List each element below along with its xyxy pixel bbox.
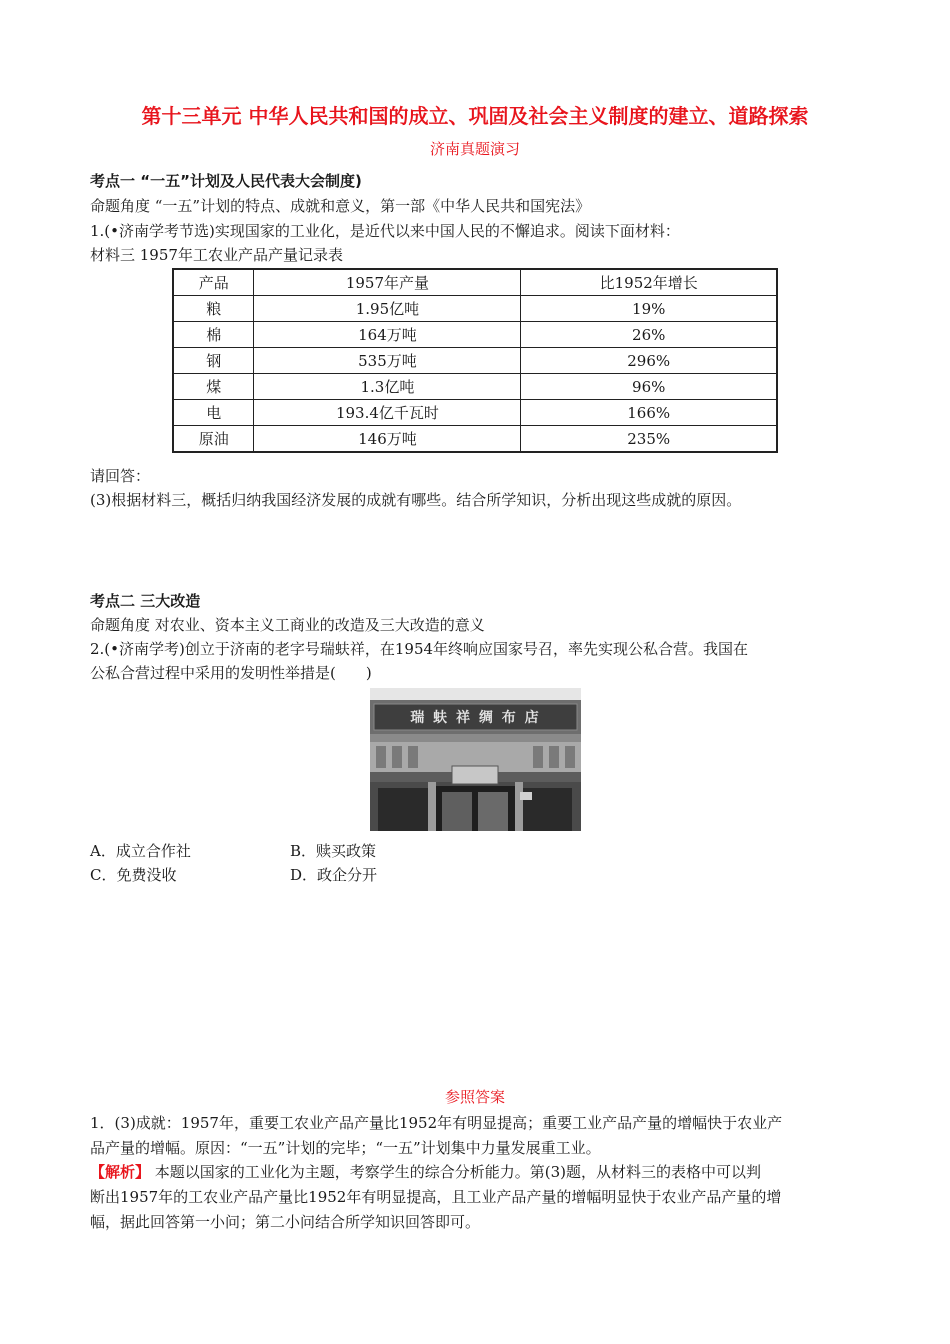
table-row: [173, 296, 777, 322]
answers-heading: 参照答案: [444, 1088, 505, 1106]
option-d: D．政企分开: [290, 866, 378, 884]
table-header: 1957年产量: [254, 269, 521, 296]
table-row: [173, 322, 777, 348]
table-cell: 166%: [521, 400, 777, 426]
answer1-line1: 1．(3)成就：1957年，重要工农业产品产量比1952年有明显提高；重要工业产品产量的增幅快于农业产: [90, 1114, 783, 1132]
analysis-line3: 幅，据此回答第一小问；第二小问结合所学知识回答即可。: [90, 1213, 481, 1231]
table-cell: 193.4亿千瓦时: [254, 400, 521, 426]
table-row: [173, 400, 777, 426]
table-cell: 146万吨: [254, 426, 521, 453]
section1-angle: 命题角度 “一五”计划的特点、成就和意义，第一部《中华人民共和国宪法》: [90, 197, 591, 215]
analysis-line1: [90, 1161, 761, 1182]
table-cell: 26%: [521, 322, 777, 348]
analysis-text: 本题以国家的工业化为主题，考察学生的综合分析能力。第(3)题，从材料三的表格中可以判: [150, 1163, 762, 1181]
analysis-label: 【解析】: [90, 1163, 151, 1181]
material-caption: 材料三 1957年工农业产品产量记录表: [90, 246, 343, 264]
table-header-row: [173, 269, 777, 296]
table-row: [173, 426, 777, 453]
table-cell: 1.3亿吨: [254, 374, 521, 400]
table-cell: 235%: [521, 426, 777, 453]
answer-prompt: 请回答：: [90, 467, 151, 485]
table-cell: 535万吨: [254, 348, 521, 374]
question1-stem: 1.(•济南学考节选)实现国家的工业化，是近代以来中国人民的不懈追求。阅读下面材料：: [90, 222, 680, 240]
section2-angle: 命题角度 对农业、资本主义工商业的改造及三大改造的意义: [90, 616, 485, 634]
page-title: 第十三单元 中华人民共和国的成立、巩固及社会主义制度的建立、道路探索: [141, 104, 809, 128]
section2-heading: 考点二 三大改造: [90, 592, 201, 610]
section1-heading: 考点一 “一五”计划及人民代表大会制度): [90, 172, 362, 190]
production-table: [172, 268, 778, 453]
answer1-line2: 品产量的增幅。原因：“一五”计划的完毕；“一五”计划集中力量发展重工业。: [90, 1139, 601, 1157]
table-cell: 钢: [173, 348, 254, 374]
table-cell: 164万吨: [254, 322, 521, 348]
table-cell: 原油: [173, 426, 254, 453]
option-b: B．赎买政策: [290, 842, 377, 860]
table-cell: 粮: [173, 296, 254, 322]
page-subtitle: 济南真题演习: [429, 140, 520, 158]
storefront-sign: 瑞 蚨 祥 绸 布 店: [410, 710, 541, 726]
table-cell: 电: [173, 400, 254, 426]
table-cell: 1.95亿吨: [254, 296, 521, 322]
option-a: A．成立合作社: [90, 842, 191, 860]
table-header: 比1952年增长: [521, 269, 777, 296]
table-cell: 棉: [173, 322, 254, 348]
table-cell: 96%: [521, 374, 777, 400]
table-row: [173, 348, 777, 374]
table-cell: 296%: [521, 348, 777, 374]
option-c: C．免费没收: [90, 866, 177, 884]
question1-sub3: (3)根据材料三，概括归纳我国经济发展的成就有哪些。结合所学知识，分析出现这些成就的原因。: [90, 491, 742, 509]
table-cell: 19%: [521, 296, 777, 322]
storefront-photo: [370, 688, 581, 831]
question2-stem-line2: 公私合营过程中采用的发明性举措是( ): [90, 664, 372, 682]
table-cell: 煤: [173, 374, 254, 400]
table-row: [173, 374, 777, 400]
analysis-line2: 断出1957年的工农业产品产量比1952年有明显提高，且工业产品产量的增幅明显快于农业产品产量的增: [90, 1188, 782, 1206]
table-header: 产品: [173, 269, 254, 296]
question2-stem-line1: 2.(•济南学考)创立于济南的老字号瑞蚨祥，在1954年终响应国家号召，率先实现公私合营。我国在: [90, 640, 749, 658]
